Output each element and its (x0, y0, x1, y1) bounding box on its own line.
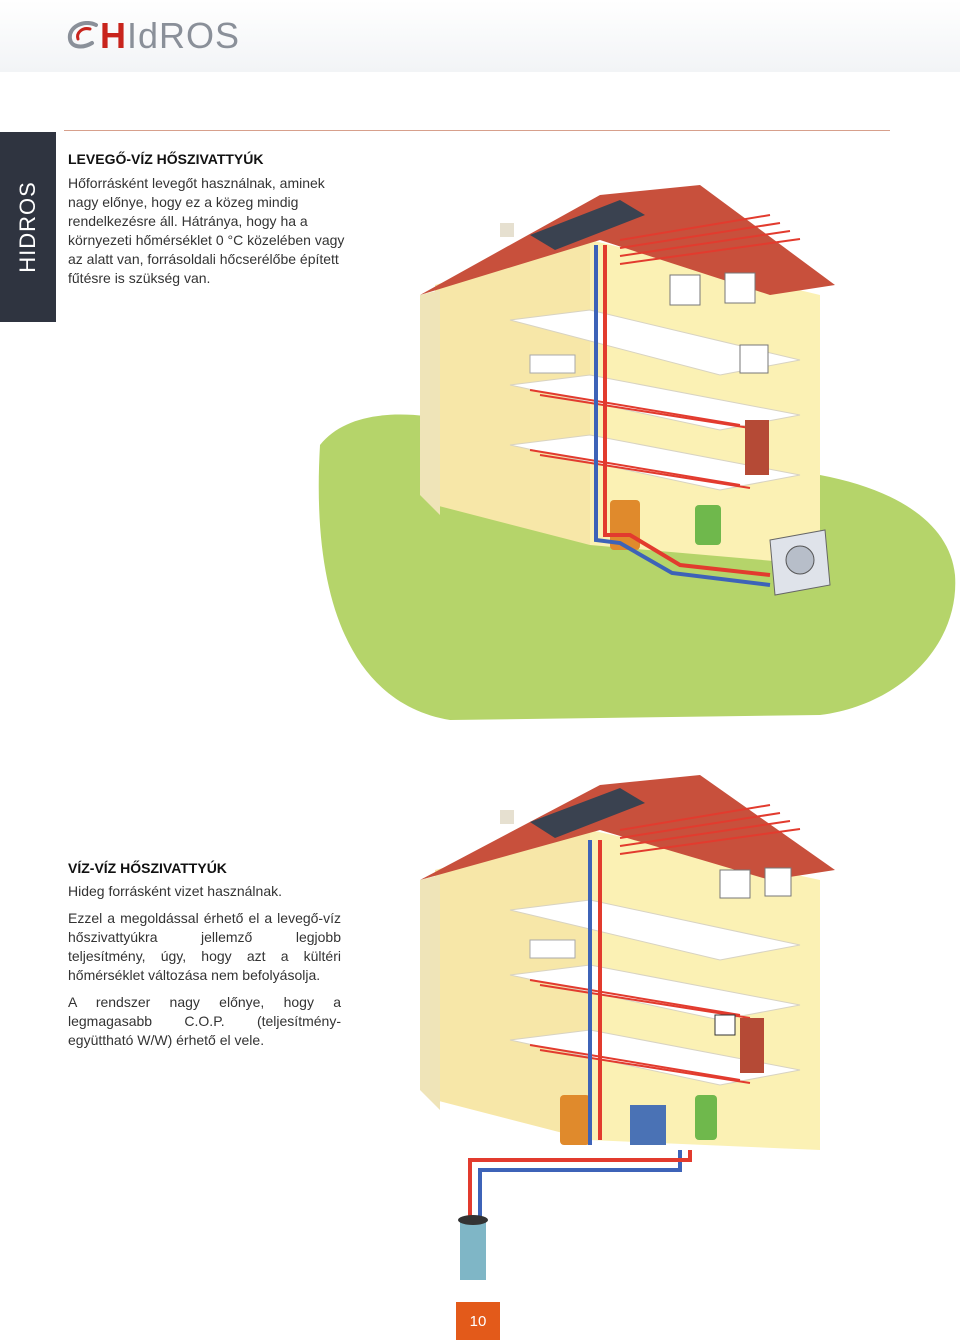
top-rule (64, 130, 890, 131)
water-water-heat-pump-illustration (300, 760, 960, 1280)
page-number-label: 10 (469, 1312, 487, 1330)
section2-para2: Ezzel a megoldással érhető el a levegő-víz hőszivattyúkra jellemző legjobb teljesítmény, úgy, hogy azt a kültéri hőmérséklet változása nem befolyásolja. (68, 910, 341, 983)
side-tab (0, 132, 56, 322)
section1-body: Hőforrásként levegőt használnak, aminek nagy előnye, hogy ez a közeg mindig rendelkezésre áll. Hátránya, hogy ha a környezeti hőmérséklet 0 °C közelében vagy az alatt van, forrásoldali hőcserélőbe épített fűtésre is szükség van. (68, 175, 345, 286)
page-number (456, 1302, 500, 1340)
section2-line1: Hideg forrásként vizet használnak. (68, 883, 282, 899)
section1-title: LEVEGŐ-VÍZ HŐSZIVATTYÚK (68, 151, 264, 167)
section2-para3: A rendszer nagy előnye, hogy a legmagasabb C.O.P. (teljesítmény-együttható W/W) érhető el vele. (68, 994, 341, 1048)
section2-title: VÍZ-VÍZ HŐSZIVATTYÚK (68, 860, 227, 876)
side-tab-label: HIDROS (15, 181, 40, 273)
air-water-heat-pump-illustration (300, 145, 960, 720)
brand-logo (66, 14, 240, 58)
logo-swoosh-icon (66, 21, 100, 51)
logo-wordmark: HIdROS (100, 15, 241, 56)
